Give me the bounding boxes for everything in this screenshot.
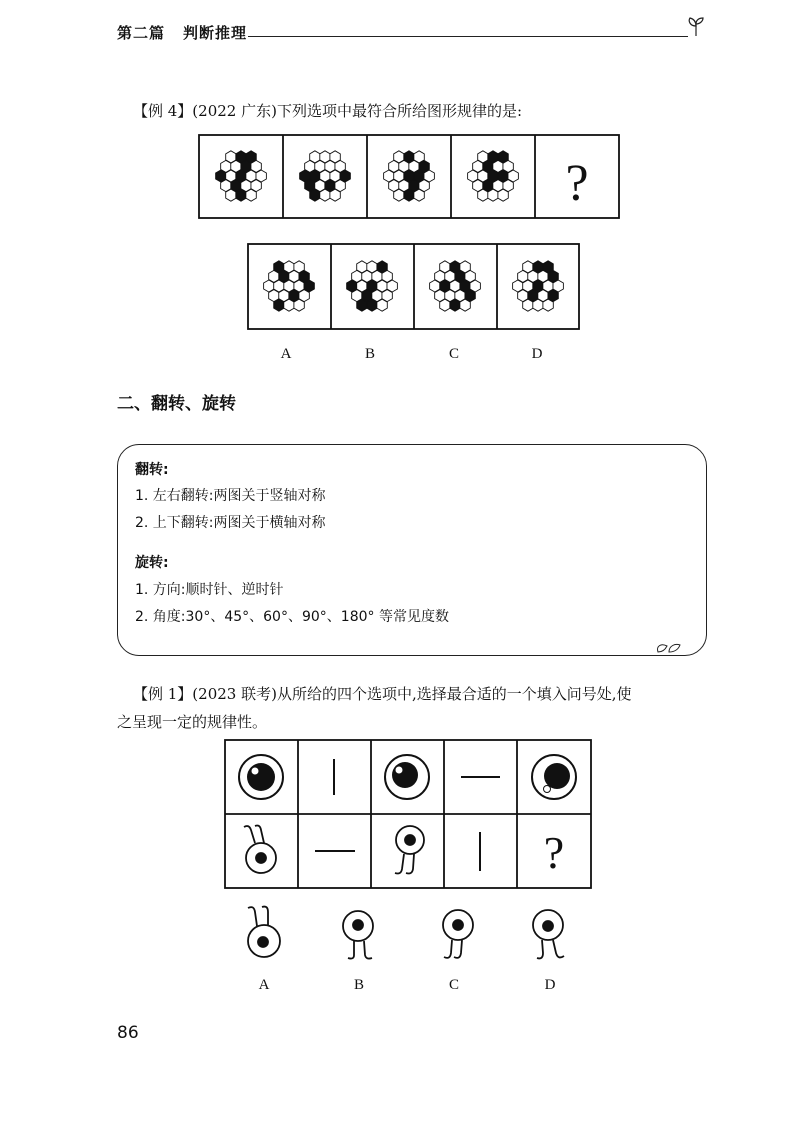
hex-cell — [533, 299, 543, 311]
header-rule — [248, 36, 688, 37]
header-title: 判断推理 — [183, 24, 248, 42]
running-header — [117, 22, 265, 43]
example4-option-a-label: A — [280, 346, 292, 362]
hex-grid — [216, 151, 267, 201]
eye-icon — [239, 755, 283, 799]
hex-cell — [460, 299, 470, 311]
hex-cell — [450, 299, 460, 311]
hex-grid — [264, 261, 315, 311]
hex-cell — [488, 189, 498, 201]
example4-prefix: 【例 4】(2022 广东) — [133, 102, 277, 120]
hex-grid — [347, 261, 398, 311]
creature-icon — [395, 826, 424, 874]
hex-grid — [430, 261, 481, 311]
example4-stem-figure — [198, 134, 622, 220]
hex-cell — [310, 189, 320, 201]
example4-option-c-label: C — [448, 346, 459, 362]
section-title: 二、翻转、旋转 — [117, 394, 236, 414]
flip-item-1: 1. 左右翻转:两图关于竖轴对称 — [135, 488, 326, 504]
example1-option-a-label: A — [258, 977, 270, 993]
option-c-creature — [443, 910, 473, 958]
hex-cell — [394, 189, 404, 201]
example4-text: 下列选项中最符合所给图形规律的是: — [276, 102, 523, 120]
example4-option-d-label: D — [531, 346, 543, 362]
example1-option-b-label: B — [353, 977, 364, 993]
hex-cell — [330, 189, 340, 201]
hex-cell — [478, 189, 488, 201]
hex-cell — [357, 299, 367, 311]
eye-icon — [385, 755, 429, 799]
example1-question-mark: ? — [543, 827, 565, 878]
rotate-item-2: 2. 角度:30°、45°、60°、90°、180° 等常见度数 — [135, 609, 449, 625]
leaf-icon — [684, 14, 708, 38]
rotate-title: 旋转: — [135, 555, 169, 571]
hex-grid — [468, 151, 519, 201]
notes-leaf-icon — [655, 640, 683, 654]
hex-cell — [367, 299, 377, 311]
hex-cell — [523, 299, 533, 311]
hex-cell — [498, 189, 508, 201]
eye-icon — [532, 755, 576, 799]
example4-question-mark: ? — [565, 155, 589, 212]
hex-cell — [274, 299, 284, 311]
option-d-creature — [533, 910, 564, 958]
page-number: 86 — [117, 1023, 139, 1043]
hex-cell — [543, 299, 553, 311]
hex-cell — [226, 189, 236, 201]
example1-stem-figure — [224, 739, 594, 891]
hex-cell — [440, 299, 450, 311]
example4-options-figure — [247, 243, 581, 331]
example4-option-b-label: B — [364, 346, 375, 362]
example1-option-c-label: C — [448, 977, 459, 993]
example4-question — [133, 100, 522, 121]
flip-title: 翻转: — [135, 462, 169, 478]
hex-cell — [246, 189, 256, 201]
example1-options-figure — [230, 898, 590, 968]
hex-cell — [414, 189, 424, 201]
example1-option-d-label: D — [544, 977, 556, 993]
example1-text-line1: 从所给的四个选项中,选择最合适的一个填入问号处,使 — [276, 685, 632, 703]
hex-cell — [294, 299, 304, 311]
rotate-item-1: 1. 方向:顺时针、逆时针 — [135, 582, 284, 598]
hex-grid — [300, 151, 351, 201]
flip-item-2: 2. 上下翻转:两图关于横轴对称 — [135, 515, 326, 531]
hex-cell — [236, 189, 246, 201]
option-b-creature — [343, 911, 373, 959]
example1-prefix: 【例 1】(2023 联考) — [133, 685, 277, 703]
example1-question-line1 — [133, 683, 632, 704]
option-a-creature — [248, 907, 280, 957]
header-part: 第二篇 — [117, 24, 166, 42]
hex-cell — [284, 299, 294, 311]
hex-grid — [513, 261, 564, 311]
hex-cell — [377, 299, 387, 311]
example1-question-line2: 之呈现一定的规律性。 — [117, 713, 268, 731]
hex-cell — [320, 189, 330, 201]
hex-cell — [404, 189, 414, 201]
hex-grid — [384, 151, 435, 201]
creature-icon — [244, 826, 276, 874]
